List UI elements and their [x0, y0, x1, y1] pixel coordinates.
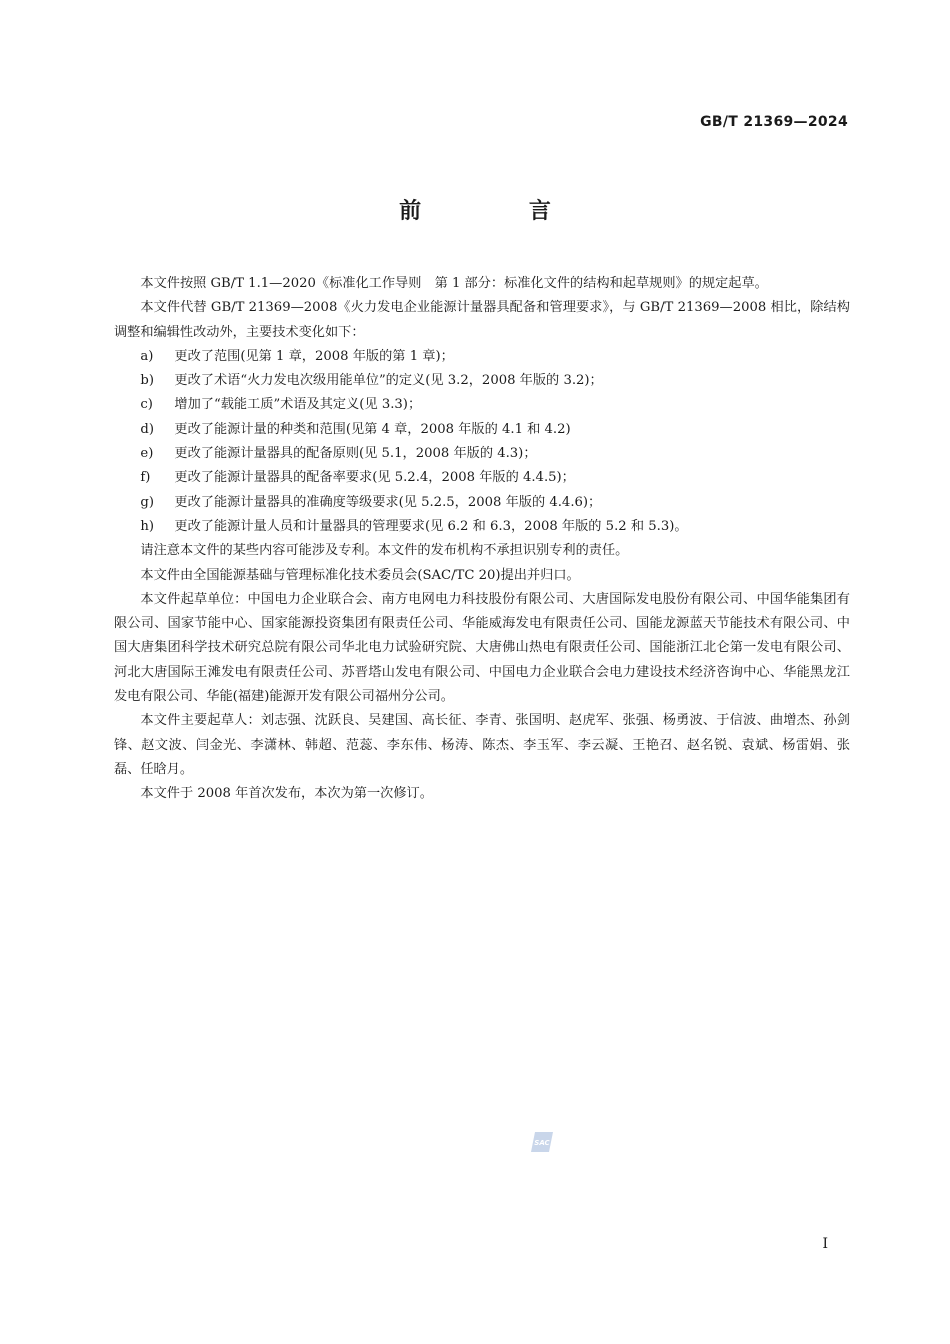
list-marker: c)	[140, 397, 153, 413]
list-marker: e)	[140, 446, 154, 462]
page-title: 前 言	[399, 199, 601, 224]
sac-watermark-text: SAC	[534, 1139, 550, 1147]
paragraph-drafting-rules: 本文件按照 GB/T 1.1—2020《标准化工作导则 第 1 部分：标准化文件的结构和起草规则》的规定起草。	[140, 276, 768, 291]
sac-watermark-logo	[529, 1129, 555, 1155]
list-text: 增加了“载能工质”术语及其定义(见 3.3)；	[174, 397, 422, 413]
list-text: 更改了能源计量器具的配备率要求(见 5.2.4，2008 年版的 4.4.5)；	[174, 470, 575, 486]
page-number: I	[822, 1236, 828, 1252]
list-text: 更改了能源计量器具的配备原则(见 5.1，2008 年版的 4.3)；	[174, 446, 537, 462]
paragraph-patent-notice: 请注意本文件的某些内容可能涉及专利。本文件的发布机构不承担识别专利的责任。	[140, 543, 629, 559]
list-marker: h)	[140, 518, 155, 534]
list-item	[114, 393, 850, 417]
list-item	[114, 515, 850, 539]
list-item	[114, 345, 850, 369]
list-marker: b)	[140, 373, 154, 389]
standard-code: GB/T 21369—2024	[700, 114, 848, 130]
list-marker: g)	[140, 494, 154, 510]
list-marker: d)	[140, 421, 154, 437]
change-list	[114, 345, 850, 539]
list-item	[114, 466, 850, 490]
list-text: 更改了能源计量器具的准确度等级要求(见 5.2.5，2008 年版的 4.4.6)；	[174, 494, 602, 510]
list-marker: a)	[140, 348, 154, 364]
list-item	[114, 442, 850, 466]
paragraph-history: 本文件于 2008 年首次发布，本次为第一次修订。	[140, 786, 433, 802]
list-text: 更改了范围(见第 1 章，2008 年版的第 1 章)；	[174, 348, 454, 364]
paragraph-drafters: 本文件主要起草人：刘志强、沈跃良、吴建国、高长征、李青、张国明、赵虎军、张强、杨勇波、于信波、曲增杰、孙剑锋、赵文波、闫金光、李潇林、韩超、范蕊、李东伟、杨涛、陈杰、李玉军、李云凝、王艳召、赵名锐、袁斌、杨雷娟、张磊、任晗月。	[114, 713, 850, 777]
paragraph-drafting-units: 本文件起草单位：中国电力企业联合会、南方电网电力科技股份有限公司、大唐国际发电股份有限公司、中国华能集团有限公司、国家节能中心、国家能源投资集团有限责任公司、华能威海发电有限责任公司、国能龙源蓝天节能技术有限公司、中国大唐集团科学技术研究总院有限公司华北电力试验研究院、大唐佛山热电有限责任公司、国能浙江北仑第一发电有限公司、河北大唐国际王滩发电有限责任公司、苏晋塔山发电有限公司、中国电力企业联合会电力建设技术经济咨询中心、华能黑龙江发电有限公司、华能(福建)能源开发有限公司福州分公司。	[114, 591, 850, 705]
paragraph-proposer: 本文件由全国能源基础与管理标准化技术委员会(SAC/TC 20)提出并归口。	[140, 567, 580, 583]
list-text: 更改了能源计量的种类和范围(见第 4 章，2008 年版的 4.1 和 4.2)	[174, 421, 571, 437]
list-item	[114, 491, 850, 515]
list-marker: f)	[140, 470, 151, 486]
paragraph-replaces: 本文件代替 GB/T 21369—2008《火力发电企业能源计量器具配备和管理要求》，与 GB/T 21369—2008 相比，除结构调整和编辑性改动外，主要技术变化如下：	[114, 300, 850, 340]
list-text: 更改了能源计量人员和计量器具的管理要求(见 6.2 和 6.3，2008 年版的 5.2 和 5.3)。	[174, 518, 688, 534]
list-item	[114, 418, 850, 442]
list-text: 更改了术语“火力发电次级用能单位”的定义(见 3.2，2008 年版的 3.2)；	[174, 373, 603, 389]
foreword-body	[114, 272, 850, 807]
list-item	[114, 369, 850, 393]
